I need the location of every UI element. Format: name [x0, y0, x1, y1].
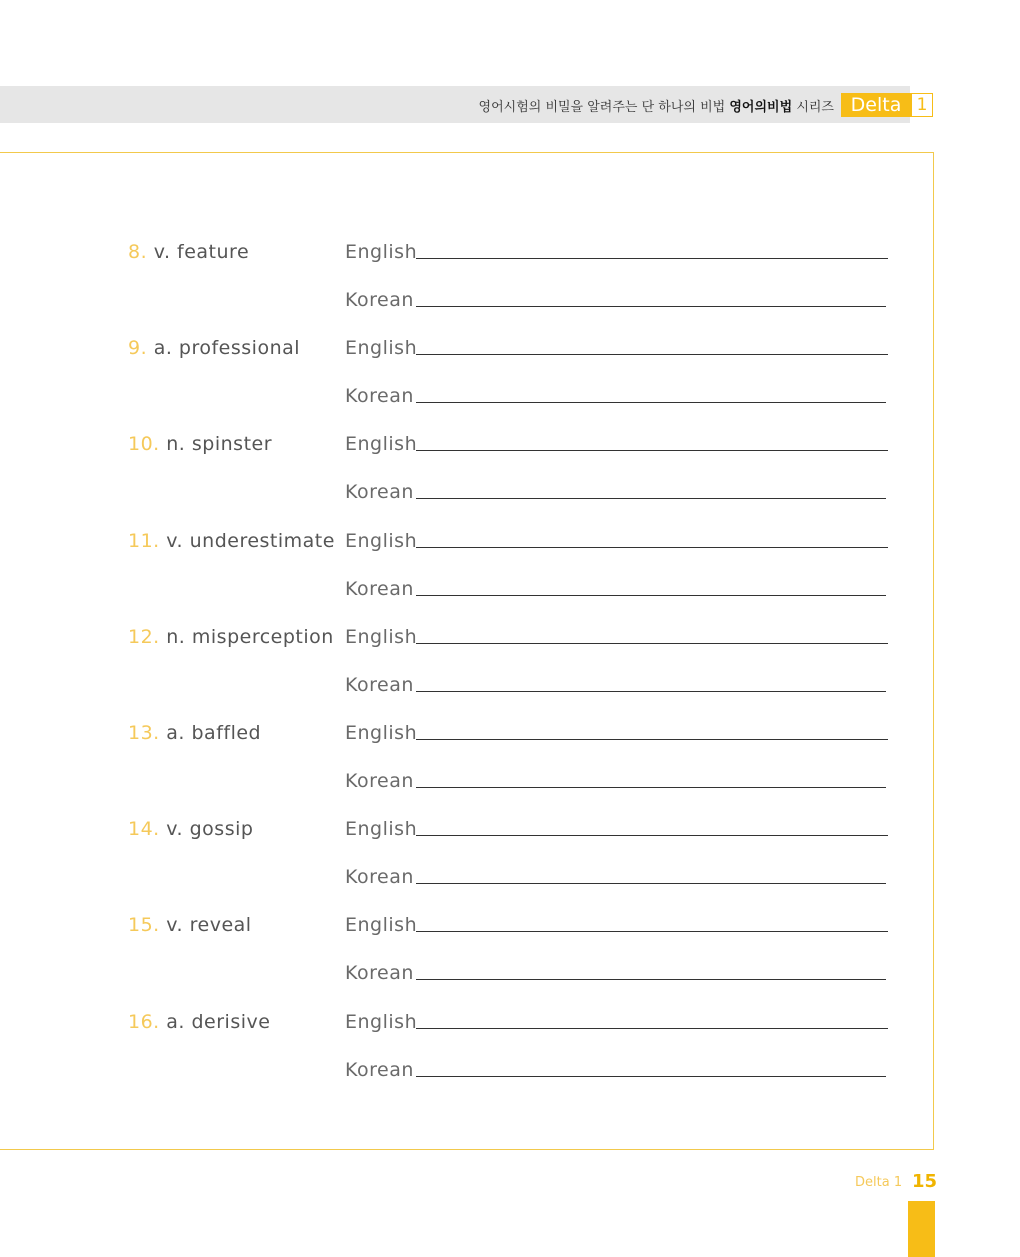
vocab-item	[0, 1011, 900, 1107]
vocab-word	[128, 241, 249, 263]
korean-label: Korean	[345, 866, 414, 888]
korean-label: Korean	[345, 481, 414, 503]
english-answer-line[interactable]	[416, 931, 888, 932]
english-answer-line[interactable]	[416, 450, 888, 451]
korean-answer-line[interactable]	[416, 306, 886, 307]
item-word: v. underestimate	[166, 530, 335, 552]
korean-label: Korean	[345, 770, 414, 792]
korean-answer-line[interactable]	[416, 498, 886, 499]
brand-number: 1	[911, 93, 933, 117]
korean-answer-line[interactable]	[416, 979, 886, 980]
korean-answer-line[interactable]	[416, 402, 886, 403]
english-answer-line[interactable]	[416, 835, 888, 836]
item-number: 11.	[128, 530, 160, 552]
korean-answer-line[interactable]	[416, 1076, 886, 1077]
brand-logo: Delta	[841, 93, 911, 117]
vocab-word	[128, 530, 335, 552]
item-number: 16.	[128, 1011, 160, 1033]
vocab-word	[128, 337, 300, 359]
footer-book-label: Delta 1	[855, 1175, 903, 1190]
item-word: n. spinster	[166, 433, 273, 455]
vocab-item	[0, 722, 900, 818]
korean-answer-line[interactable]	[416, 787, 886, 788]
english-label: English	[345, 1011, 418, 1033]
vocab-item	[0, 530, 900, 626]
item-number: 13.	[128, 722, 160, 744]
english-answer-line[interactable]	[416, 1028, 888, 1029]
series-bold: 영어의비법	[729, 100, 793, 115]
english-label: English	[345, 530, 418, 552]
vocab-word	[128, 1011, 270, 1033]
series-suffix: 시리즈	[796, 100, 834, 115]
korean-label: Korean	[345, 962, 414, 984]
english-answer-line[interactable]	[416, 258, 888, 259]
item-number: 8.	[128, 241, 148, 263]
item-number: 14.	[128, 818, 160, 840]
vocab-word	[128, 914, 252, 936]
item-number: 15.	[128, 914, 160, 936]
item-word: a. professional	[153, 337, 301, 359]
korean-answer-line[interactable]	[416, 883, 886, 884]
item-number: 12.	[128, 626, 160, 648]
english-answer-line[interactable]	[416, 547, 888, 548]
vocab-item	[0, 337, 900, 433]
korean-answer-line[interactable]	[416, 691, 886, 692]
page-number: 15	[912, 1171, 938, 1192]
english-label: English	[345, 337, 418, 359]
korean-label: Korean	[345, 1059, 414, 1081]
korean-label: Korean	[345, 289, 414, 311]
vocab-item	[0, 433, 900, 529]
korean-label: Korean	[345, 385, 414, 407]
series-tagline	[479, 96, 834, 115]
korean-label: Korean	[345, 674, 414, 696]
item-word: a. derisive	[166, 1011, 271, 1033]
vocab-word	[128, 722, 261, 744]
english-label: English	[345, 241, 418, 263]
english-label: English	[345, 433, 418, 455]
vocab-item	[0, 818, 900, 914]
vocab-item	[0, 626, 900, 722]
item-word: v. gossip	[166, 818, 254, 840]
vocab-word	[128, 433, 272, 455]
english-label: English	[345, 626, 418, 648]
english-answer-line[interactable]	[416, 643, 888, 644]
vocab-word	[128, 818, 253, 840]
vocab-item	[0, 241, 900, 337]
page-tab	[908, 1201, 935, 1257]
english-label: English	[345, 722, 418, 744]
korean-label: Korean	[345, 578, 414, 600]
vocab-word	[128, 626, 334, 648]
item-word: v. reveal	[166, 914, 252, 936]
item-word: a. baffled	[166, 722, 262, 744]
english-answer-line[interactable]	[416, 354, 888, 355]
item-word: v. feature	[153, 241, 250, 263]
item-number: 10.	[128, 433, 160, 455]
english-label: English	[345, 818, 418, 840]
series-text: 영어시험의 비밀을 알려주는 단 하나의 비법	[478, 100, 726, 115]
vocab-item	[0, 914, 900, 1010]
item-word: n. misperception	[166, 626, 334, 648]
korean-answer-line[interactable]	[416, 595, 886, 596]
english-label: English	[345, 914, 418, 936]
english-answer-line[interactable]	[416, 739, 888, 740]
item-number: 9.	[128, 337, 148, 359]
